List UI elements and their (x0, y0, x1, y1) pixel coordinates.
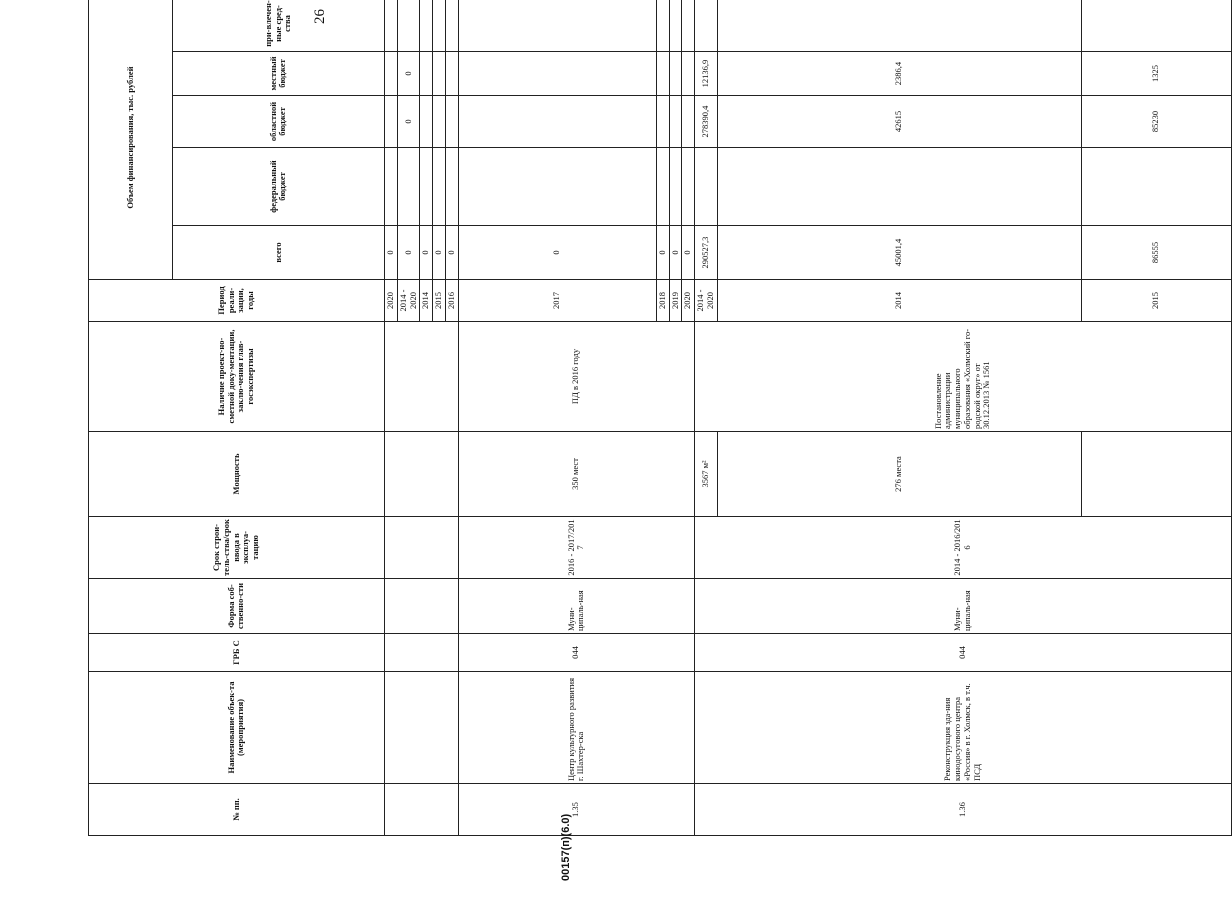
item-name: Реконструкция зда-ния кинодосугового центра «Россия» в г. Холмск, в т.ч. ПСД (695, 672, 1231, 784)
local-cell (458, 52, 656, 96)
regional-cell: 85230 (1082, 96, 1231, 148)
header-attracted: при-влечен-ные сред-ства (172, 0, 384, 52)
total-cell: 0 (682, 226, 695, 280)
local-cell (420, 52, 433, 96)
item-grbs: 044 (458, 634, 695, 672)
federal-cell (656, 148, 669, 226)
table-cell (384, 322, 458, 432)
total-cell: 0 (397, 226, 420, 280)
attracted-cell (458, 0, 656, 52)
local-cell (656, 52, 669, 96)
attracted-cell (1082, 0, 1231, 52)
capacity-cell (1082, 432, 1231, 517)
header-grbs: ГРБ С (89, 634, 385, 672)
federal-cell (458, 148, 656, 226)
item-term: 2014 - 2016/201 6 (695, 517, 1231, 579)
local-cell (669, 52, 682, 96)
local-cell (384, 52, 397, 96)
header-total: всего (172, 226, 384, 280)
attracted-cell (433, 0, 446, 52)
header-ownership: Форма соб-ственно-сти (89, 579, 385, 634)
attracted-cell (669, 0, 682, 52)
regional-cell (420, 96, 433, 148)
item-docs: ПД в 2016 году (458, 322, 695, 432)
attracted-cell (397, 0, 420, 52)
period-cell: 2016 (445, 280, 458, 322)
period-cell: 2014 - 2020 (695, 280, 718, 322)
table-cell (384, 672, 458, 784)
item-grbs: 044 (695, 634, 1231, 672)
header-local: местный бюджет (172, 52, 384, 96)
attracted-cell (656, 0, 669, 52)
header-docs: Наличие проект-но-сметной доку-ментации, заклю-чения глав-госэкспертизы (89, 322, 385, 432)
item-ownership: Муни-ципаль-ная (458, 579, 695, 634)
federal-cell (433, 148, 446, 226)
header-federal: федеральный бюджет (172, 148, 384, 226)
period-cell: 2018 (656, 280, 669, 322)
regional-cell (682, 96, 695, 148)
table-cell (384, 579, 458, 634)
attracted-cell (695, 0, 718, 52)
period-cell: 2020 (384, 280, 397, 322)
table-row (695, 0, 718, 836)
financing-table (88, 0, 1232, 836)
local-cell (445, 52, 458, 96)
regional-cell (669, 96, 682, 148)
total-cell: 45001,4 (717, 226, 1081, 280)
federal-cell (695, 148, 718, 226)
table-cell (384, 517, 458, 579)
total-cell: 0 (458, 226, 656, 280)
header-term: Срок строи-тель-ства/срок ввода в эксплуа-тацию (89, 517, 385, 579)
table-cell (384, 432, 458, 517)
item-capacity-area: 3567 м² (695, 432, 718, 517)
header-capacity: Мощность (89, 432, 385, 517)
regional-cell (656, 96, 669, 148)
item-number: 1.36 (695, 784, 1231, 836)
period-cell: 2019 (669, 280, 682, 322)
federal-cell (669, 148, 682, 226)
header-regional: областной бюджет (172, 96, 384, 148)
federal-cell (384, 148, 397, 226)
attracted-cell (682, 0, 695, 52)
item-docs: Постановление администрации муниципального образования «Холмский го-родской округ» от 30.12.2013 № 1561 (695, 322, 1231, 432)
item-term: 2016 - 2017/201 7 (458, 517, 695, 579)
total-cell: 0 (445, 226, 458, 280)
federal-cell (682, 148, 695, 226)
local-cell: 12136,9 (695, 52, 718, 96)
period-cell: 2015 (1082, 280, 1231, 322)
regional-cell (384, 96, 397, 148)
document-code: 00157(п)(6.0) (560, 813, 572, 881)
local-cell (682, 52, 695, 96)
header-no: № пп. (89, 784, 385, 836)
total-cell: 290527,3 (695, 226, 718, 280)
table-cell (384, 634, 458, 672)
attracted-cell (445, 0, 458, 52)
local-cell (433, 52, 446, 96)
total-cell: 0 (420, 226, 433, 280)
period-cell: 2014 - 2020 (397, 280, 420, 322)
table-cell (384, 784, 458, 836)
attracted-cell (717, 0, 1081, 52)
federal-cell (1082, 148, 1231, 226)
local-cell: 1325 (1082, 52, 1231, 96)
total-cell: 0 (433, 226, 446, 280)
period-cell: 2015 (433, 280, 446, 322)
federal-cell (420, 148, 433, 226)
item-ownership: Муни-ципаль-ная (695, 579, 1231, 634)
item-number: 1.35 (458, 784, 695, 836)
regional-cell (445, 96, 458, 148)
federal-cell (445, 148, 458, 226)
total-cell: 0 (384, 226, 397, 280)
total-cell: 0 (656, 226, 669, 280)
total-cell: 86555 (1082, 226, 1231, 280)
attracted-cell (420, 0, 433, 52)
regional-cell (433, 96, 446, 148)
period-cell: 2017 (458, 280, 656, 322)
local-cell: 0 (397, 52, 420, 96)
period-cell: 2014 (717, 280, 1081, 322)
period-cell: 2020 (682, 280, 695, 322)
regional-cell (458, 96, 656, 148)
page-number: 26 (311, 9, 328, 24)
total-cell: 0 (669, 226, 682, 280)
header-funding-group: Объем финансирования, тыс. рублей (89, 0, 173, 280)
item-name: Центр культурного развития г. Шахтер-ска (458, 672, 695, 784)
rotated-table-container (88, 0, 1161, 836)
item-capacity: 350 мест (458, 432, 695, 517)
federal-cell (717, 148, 1081, 226)
regional-cell: 0 (397, 96, 420, 148)
table-row (458, 0, 656, 836)
header-name: Наименование объек-та (мероприятия) (89, 672, 385, 784)
item-capacity: 276 места (717, 432, 1081, 517)
period-cell: 2014 (420, 280, 433, 322)
header-period: Период реали-зации, годы (89, 280, 385, 322)
header-row-1 (89, 0, 173, 836)
regional-cell: 42615 (717, 96, 1081, 148)
attracted-cell (384, 0, 397, 52)
table-row (384, 0, 397, 836)
local-cell: 2386,4 (717, 52, 1081, 96)
federal-cell (397, 148, 420, 226)
regional-cell: 278390,4 (695, 96, 718, 148)
